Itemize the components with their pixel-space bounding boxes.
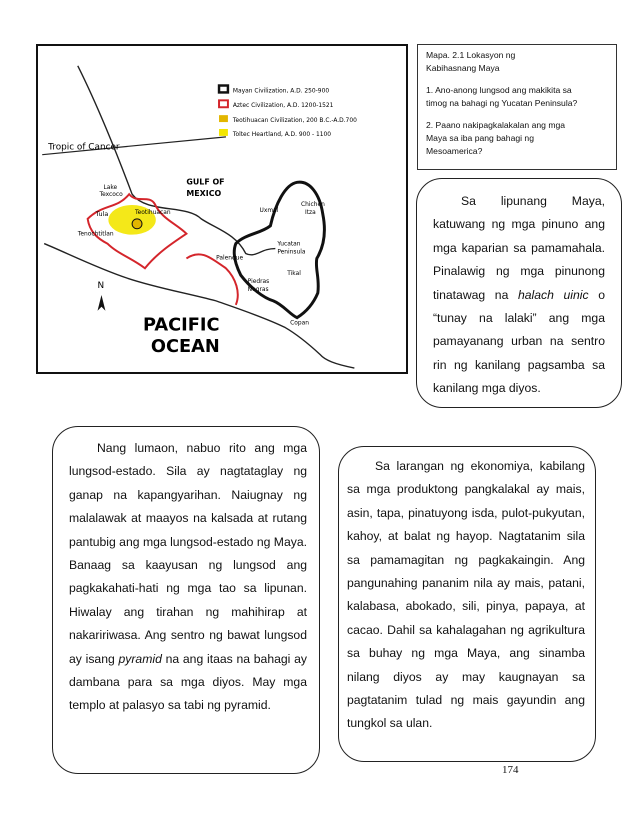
caption-title-1: Mapa. 2.1 Lokasyon ng xyxy=(426,50,516,60)
mayan-civilization-map xyxy=(36,44,408,374)
label-north: N xyxy=(97,281,105,292)
aztec-region-south xyxy=(186,254,237,305)
caption-q2-2: Maya sa iba pang bahagi ng xyxy=(426,133,534,143)
text-box-lungsod-estado xyxy=(52,426,320,774)
label-tula: Tula xyxy=(95,209,109,218)
label-piedras: Piedras xyxy=(247,279,270,286)
legend-swatch-toltec xyxy=(219,129,228,136)
label-ocean: OCEAN xyxy=(150,336,220,358)
label-tenochtitlan: Tenochtitlan xyxy=(77,231,114,238)
label-negras: Negras xyxy=(247,286,269,293)
map-drawing xyxy=(38,46,406,372)
label-tikal: Tikal xyxy=(287,271,301,278)
label-itza: Itza xyxy=(304,209,316,216)
caption-title-2: Kabihasnang Maya xyxy=(426,63,500,73)
legend-swatch-maya xyxy=(219,86,228,93)
label-mexico: MEXICO xyxy=(186,189,222,199)
label-uxmal: Uxmal xyxy=(259,207,279,214)
north-arrow-icon xyxy=(98,295,106,311)
text-box-ekonomiya xyxy=(338,446,596,762)
label-teotihuacan: Teotihuacan xyxy=(135,209,171,216)
legend-swatch-aztec xyxy=(219,100,228,107)
paragraph-lungsod-estado: Nang lumaon, nabuo rito ang mga lungsod-estado. Sila ay nagtataglay ng ganap na kapangyarihan. Naiugnay ng malalawak at maayos na kalsada at rutang pantubig ang mga lungsod-estado ng Maya. Banaag sa kaayusan ng lungsod ang pagkakahati-hati ng mga tao sa lipunan. Hiwalay ang tirahan ng mahihirap at nakaririwasa. Ang sentro ng bawat lungsod ay isang pyramid na ang itaas na bahagi ay dambana para sa mga diyos. May mga templo at palasyo sa tabi ng pyramid. xyxy=(69,441,307,713)
caption-q2-3: Mesoamerica? xyxy=(426,146,483,156)
label-pacific: PACIFIC xyxy=(142,314,220,336)
caption-q1-2: timog na bahagi ng Yucatan Peninsula? xyxy=(426,98,578,108)
label-lake: Lake xyxy=(103,185,118,192)
label-chichen: Chichen xyxy=(301,202,325,209)
legend-teotihuacan: Teotihuacan Civilization, 200 B.C.-A.D.700 xyxy=(232,118,357,125)
paragraph-ekonomiya: Sa larangan ng ekonomiya, kabilang sa mga produktong pangkalakal ay mais, asin, tapa, pinatuyong isda, pulot-pukyutan, kahoy, at balat ng hayop. Nagtatanim sila sa pamamagitan ng pagkakaingin. Ang pangunahing pananim nila ay mais, patani, kalabasa, abokado, sili, pinya, papaya, at cacao. Dahil sa kahalagahan ng agrikultura sa buhay ng mga Maya, ang sinamba nilang diyos ay may kaugnayan sa pagtatanim tulad ng mais gayundin ang tungkol sa ulan. xyxy=(347,459,585,731)
label-gulf: GULF OF xyxy=(186,177,225,187)
teotihuacan-marker xyxy=(132,219,142,229)
caption-q2-1: 2. Paano nakipagkalakalan ang mga xyxy=(426,120,566,130)
label-palenque: Palenque xyxy=(216,255,244,262)
paragraph-lipunan: Sa lipunang Maya, katuwang ng mga pinuno ang mga kaparian sa pamamahala. Pinalawig ng mga pinunong tinatawag na halach uinic o “tunay na lalaki” ang mga pamayanang urban na sentro rin ng kanilang pagsamba sa kanilang mga diyos. xyxy=(433,194,605,396)
map-caption-box xyxy=(417,44,617,170)
label-peninsula: Peninsula xyxy=(277,249,306,256)
page-number: 174 xyxy=(502,764,519,776)
legend-maya: Mayan Civilization, A.D. 250-900 xyxy=(232,88,330,95)
legend-aztec: Aztec Civilization, A.D. 1200-1521 xyxy=(232,103,334,110)
label-yucatan: Yucatan xyxy=(277,241,301,248)
label-tropic: Tropic of Cancer xyxy=(48,142,120,153)
label-copan: Copan xyxy=(290,320,310,327)
caption-q1-1: 1. Ano-anong lungsod ang makikita sa xyxy=(426,85,572,95)
legend-toltec: Toltec Heartland, A.D. 900 - 1100 xyxy=(232,131,332,138)
legend-swatch-teotihuacan xyxy=(219,115,228,122)
label-texcoco: Texcoco xyxy=(99,192,123,199)
text-box-lipunan xyxy=(416,178,622,408)
